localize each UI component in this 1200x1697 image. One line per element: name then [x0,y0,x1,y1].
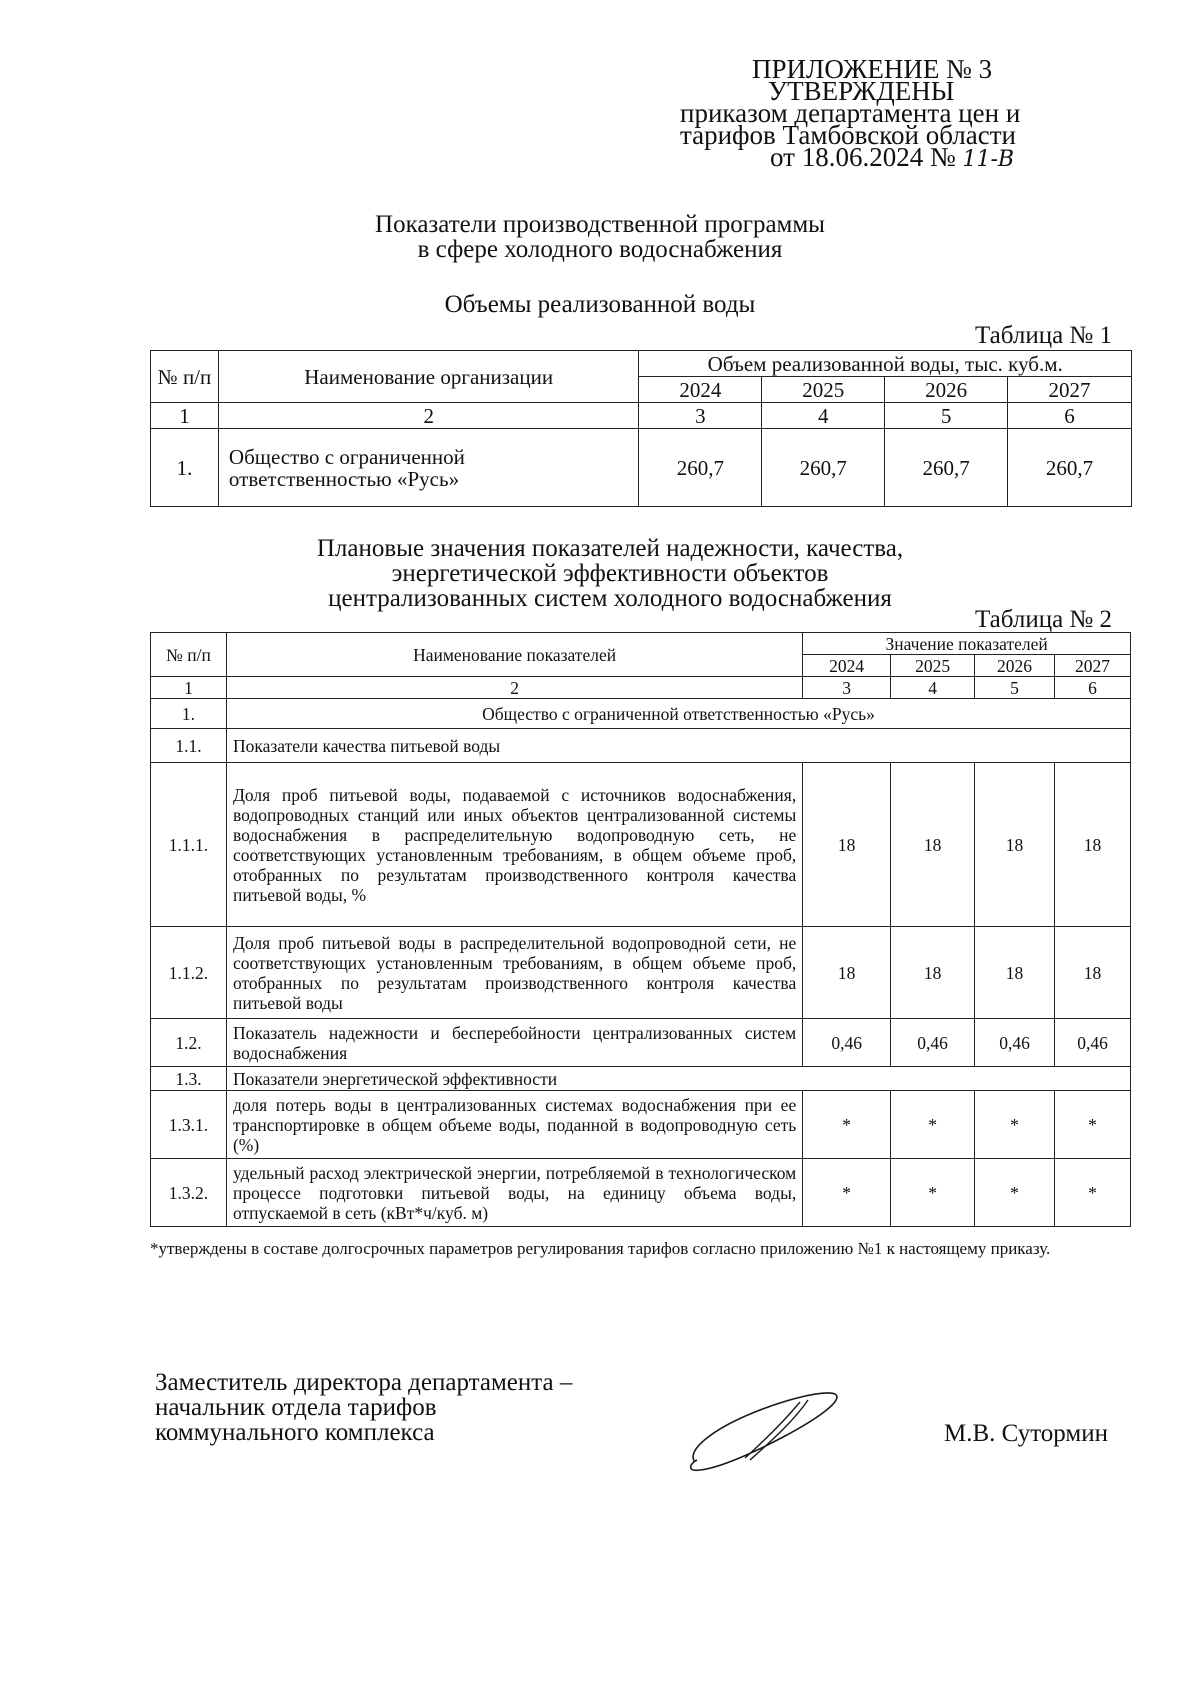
t2-row-name: удельный расход электрической энергии, потребляемой в технологическом процессе подготовки питьевой воды, на единицу объема воды, отпускаемой в сеть (кВт*ч/куб. м) [226,1159,802,1227]
t2-row-num: 1.3.2. [151,1159,227,1227]
t1-row-value: 260,7 [1008,429,1132,507]
t2-row-value: 18 [803,927,891,1019]
t1-year: 2026 [885,377,1008,403]
t2-colnum: 4 [891,677,975,699]
t1-row-value: 260,7 [885,429,1008,507]
t2-year: 2025 [891,655,975,677]
t1-header-name: Наименование организации [218,351,639,403]
t2-row-value: 0,46 [891,1019,975,1067]
t2-row-name: доля потерь воды в централизованных системах водоснабжения при ее транспортировке в общем объеме воды, поданной в водопроводную сеть (%) [226,1091,802,1159]
signatory-line-2: начальник отдела тарифов [155,1394,437,1421]
footnote: *утверждены в составе долгосрочных параметров регулирования тарифов согласно приложению №1 к настоящему приказу. [150,1239,1051,1258]
t1-colnum: 1 [151,403,219,429]
t2-row-num: 1.3.1. [151,1091,227,1159]
t2-row-name: Доля проб питьевой воды, подаваемой с источников водоснабжения, водопроводных станций или иных объектов централизованной системы водоснабжения в распределительную водопроводную сеть, не соответствующих установленным требованиям, в общем объеме проб, отобранных по результатам производственного контроля качества питьевой воды, % [226,763,802,927]
t2-row-value: 18 [803,763,891,927]
t2-colnum: 3 [803,677,891,699]
t2-header-values: Значение показателей [803,633,1131,655]
signatory-line-1: Заместитель директора департамента – [155,1369,573,1396]
appendix-label: ПРИЛОЖЕНИЕ № 3 [752,54,993,84]
t2-row-value: 18 [1055,763,1131,927]
t2-row-num: 1.1.1. [151,763,227,927]
t2-row-value: * [975,1159,1055,1227]
t1-year: 2024 [639,377,762,403]
table2-caption: Таблица № 2 [975,606,1113,633]
title2-line-1: Плановые значения показателей надежности, качества, [316,535,904,562]
t2-header-name: Наименование показателей [226,633,802,677]
t2-colnum: 1 [151,677,227,699]
indicators-table [150,632,1131,1227]
section-title-2 [250,536,970,611]
t2-row-value: * [891,1159,975,1227]
t2-row-name: Доля проб питьевой воды в распределительной водопроводной сети, не соответствующих установленным требованиям, в общем объеме проб, отобранных по результатам производственного контроля качества питьевой воды [226,927,802,1019]
signer-name: М.В. Сутормин [944,1420,1109,1447]
t2-row-value: * [1055,1159,1131,1227]
title-line-2: в сфере холодного водоснабжения [417,236,783,263]
t2-row-value: 0,46 [1055,1019,1131,1067]
approval-line-2: тарифов Тамбовской области [680,120,1016,150]
t1-year: 2027 [1008,377,1132,403]
signatory-line-3: коммунального комплекса [155,1419,435,1446]
t2-row-value: * [1055,1091,1131,1159]
t2-colnum: 2 [226,677,802,699]
approval-line-1: приказом департамента цен и [680,98,1021,128]
t2-org-name: Общество с ограниченной ответственностью «Русь» [226,699,1130,729]
handwritten-signature [675,1380,855,1480]
approval-header [640,54,1060,172]
title-line-1: Показатели производственной программы [375,211,825,238]
t1-colnum: 4 [762,403,885,429]
t2-year: 2026 [975,655,1055,677]
t1-colnum: 5 [885,403,1008,429]
t2-row-num: 1.2. [151,1019,227,1067]
t1-row-value: 260,7 [639,429,762,507]
t1-year: 2025 [762,377,885,403]
t2-colnum: 6 [1055,677,1131,699]
t2-header-num: № п/п [151,633,227,677]
t2-row-name: Показатель надежности и бесперебойности централизованных систем водоснабжения [226,1019,802,1067]
t1-header-volume: Объем реализованной воды, тыс. куб.м. [639,351,1132,377]
t2-year: 2027 [1055,655,1131,677]
t1-row-value: 260,7 [762,429,885,507]
t2-row-value: * [803,1159,891,1227]
title2-line-3: централизованных систем холодного водоснабжения [328,585,892,612]
t1-row-num: 1. [151,429,219,507]
t2-section-name: Показатели энергетической эффективности [226,1067,1130,1091]
t2-section-name: Показатели качества питьевой воды [226,729,1130,763]
t2-row-value: 18 [975,927,1055,1019]
t2-section-num: 1.1. [151,729,227,763]
handwritten-order-number: 11-В [962,147,1015,172]
t2-row-value: * [803,1091,891,1159]
title2-line-2: энергетической эффективности объектов [391,560,829,587]
volumes-table [150,350,1132,507]
approved-label: УТВЕРЖДЕНЫ [768,76,955,106]
signatory-title [155,1370,572,1445]
t1-colnum: 6 [1008,403,1132,429]
t2-row-value: 18 [891,927,975,1019]
t2-row-value: * [891,1091,975,1159]
t1-row-name: Общество с ограниченной ответственностью «Русь» [218,429,639,507]
t2-section-num: 1.3. [151,1067,227,1091]
approval-date-text: от 18.06.2024 № [770,142,956,172]
t2-row-num: 1.1.2. [151,927,227,1019]
t2-row-value: 18 [1055,927,1131,1019]
t2-row-value: 18 [975,763,1055,927]
page-title [340,212,860,262]
t1-header-num: № п/п [151,351,219,403]
t2-colnum: 5 [975,677,1055,699]
t2-row-value: 0,46 [975,1019,1055,1067]
t2-row-value: 18 [891,763,975,927]
t2-row-value: * [975,1091,1055,1159]
t1-colnum: 2 [218,403,639,429]
t2-org-num: 1. [151,699,227,729]
t2-year: 2024 [803,655,891,677]
t2-row-value: 0,46 [803,1019,891,1067]
table1-caption: Таблица № 1 [975,322,1113,349]
t1-colnum: 3 [639,403,762,429]
subtitle: Объемы реализованной воды [444,291,756,318]
